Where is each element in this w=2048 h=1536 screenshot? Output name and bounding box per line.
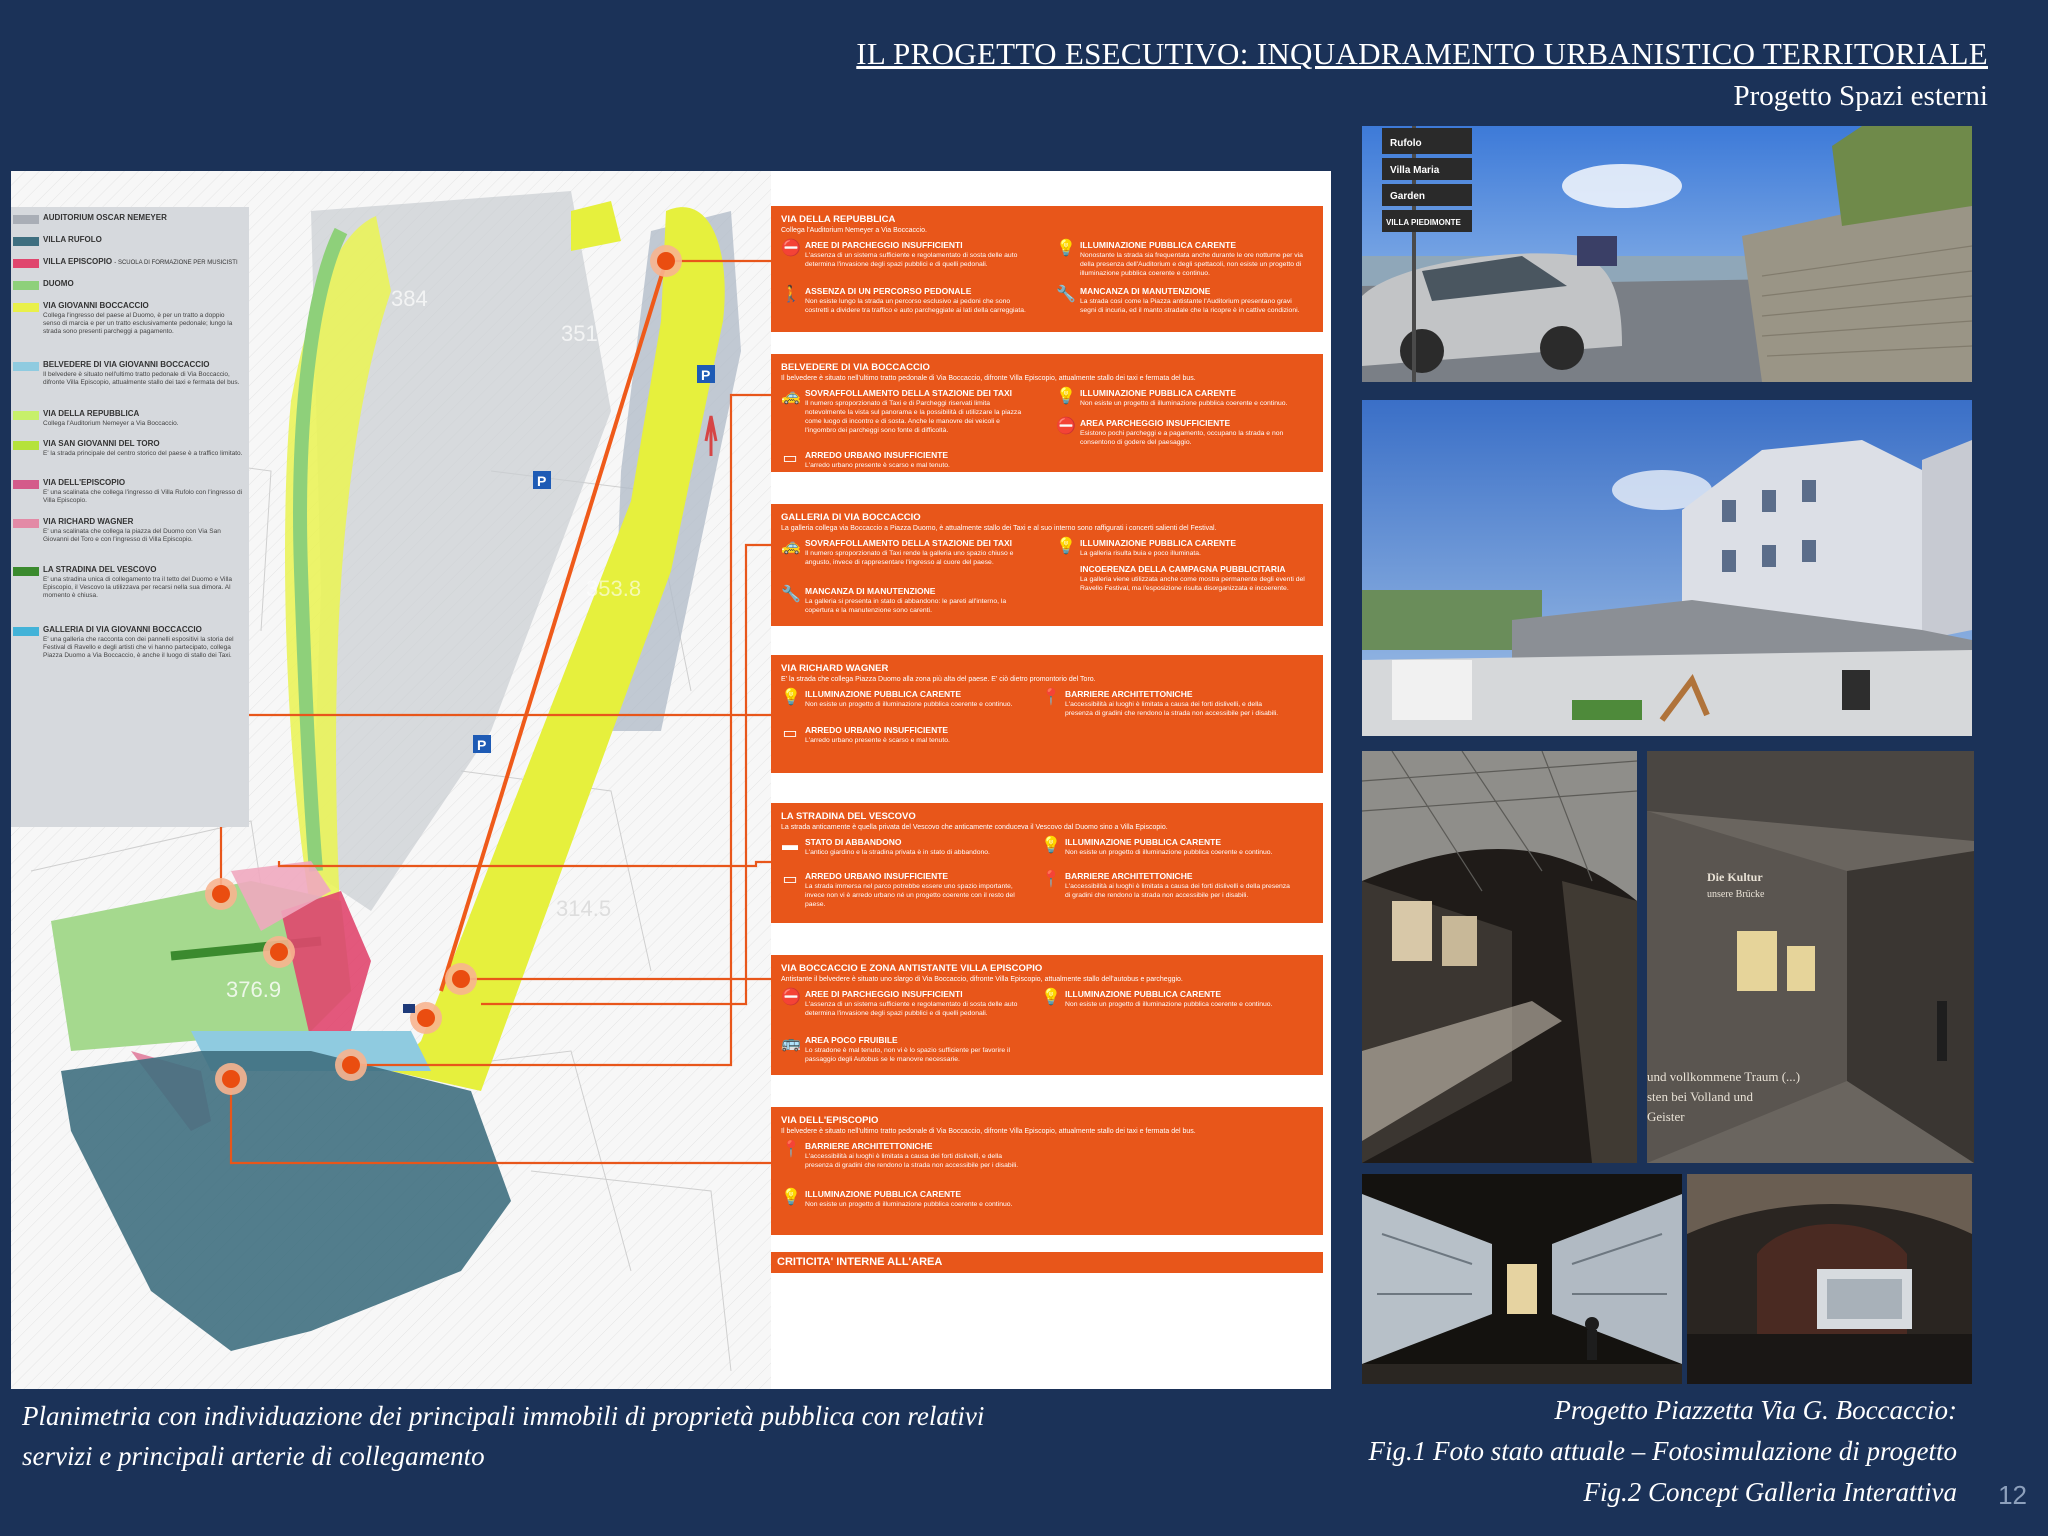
bench-icon: ▭: [782, 450, 798, 467]
svg-text:P: P: [701, 367, 711, 383]
gallery-concept-1: [1362, 751, 1637, 1163]
abandoned-icon: ▬: [782, 837, 798, 854]
location-pin-icon: 📍: [781, 1141, 801, 1158]
legend-swatch: [13, 215, 39, 224]
criticita-label: CRITICITA' INTERNE ALL'AREA: [771, 1252, 1323, 1273]
bus-stop-icon: [403, 1004, 415, 1013]
contour-label: 384: [391, 286, 428, 311]
street-lamp-icon: 💡: [781, 1189, 801, 1206]
street-lamp-icon: 💡: [1056, 388, 1076, 405]
legend-swatch: [13, 480, 39, 489]
bench-icon: ▭: [782, 725, 798, 742]
parking-marker: [697, 365, 715, 383]
sign-label: Villa Maria: [1390, 165, 1440, 176]
map-node: [205, 878, 237, 910]
contour-label: 376.9: [226, 977, 282, 1002]
location-pin-icon: 📍: [1041, 871, 1061, 888]
taxi-icon: 🚕: [781, 388, 801, 405]
legend-swatch: [13, 237, 39, 246]
street-lamp-icon: 💡: [1041, 989, 1061, 1006]
sign-label: Rufolo: [1390, 138, 1422, 149]
no-parking-icon: ⛔: [781, 989, 801, 1006]
issue-panel: VIA BOCCACCIO E ZONA ANTISTANTE VILLA EPISCOPIO Antistante il belvedere è situato uno slargo di Via Boccaccio, difronte Villa Episcopio, attualmente stallo dell'autobus e parcheggio. ⛔ AREE DI PARCHEGGIO INSUFFICIENTI L'assenza di un sistema sufficiente e regolamentato di sosta delle auto determina l'invasione degli spazi pubblici e di quelli pedonali. 🚌 AREA POCO FRUIBILE Lo stradone è mal tenuto, non vi è lo spazio sufficiente per favorire il passaggio degli Autobus se le manovre necessarie. 💡 ILLUMINAZIONE PUBBLICA CARENTE Non esiste un progetto di illuminazione pubblica coerente e continuo.: [771, 955, 1323, 1075]
issue-panel: VIA DELL'EPISCOPIO Il belvedere è situato nell'ultimo tratto pedonale di Via Boccaccio, difronte Villa Episcopio, attualmente stallo dei taxi e fermata del bus. 📍 BARRIERE ARCHITETTONICHE L'accessibilità ai luoghi è limitata a causa dei forti dislivelli, e della presenza di gradini che rendono la strada non accessibile per i disabili. 💡 ILLUMINAZIONE PUBBLICA CARENTE Non esiste un progetto di illuminazione pubblica coerente e continuo.: [771, 1107, 1323, 1235]
bench-icon: ▭: [782, 871, 798, 888]
map-node: [650, 245, 682, 277]
panel-text: unsere Brücke: [1707, 889, 1765, 900]
legend-swatch: [13, 362, 39, 371]
tools-icon: 🔧: [1056, 286, 1076, 303]
panel-text: Die Kultur: [1707, 870, 1763, 884]
issue-panel: GALLERIA DI VIA BOCCACCIO La galleria collega via Boccaccio a Piazza Duomo, è attualmente stallo dei Taxi e al suo interno sono raffigurati i concerti salienti del Festival. 🚕 SOVRAFFOLLAMENTO DELLA STAZIONE DEI TAXI Il numero sproporzionato di Taxi rende la galleria uno spazio chiuso e angusto, invece di rappresentare l'ingresso al cuore del paese. 🔧 MANCANZA DI MANUTENZIONE La galleria si presenta in stato di abbandono: le pareti all'interno, la copertura e la manutenzione sono carenti. 💡 ILLUMINAZIONE PUBBLICA CARENTE La galleria risulta buia e poco illuminata. INCOERENZA DELLA CAMPAGNA PUBBLICITARIA La galleria viene utilizzata anche come mostra permanente degli eventi del Ravello Festival, ma l'esposizione risulta disorganizzata e incoerente.: [771, 504, 1323, 626]
panel-text: sten bei Volland und: [1647, 1089, 1754, 1104]
svg-text:P: P: [477, 737, 487, 753]
taxi-icon: 🚕: [781, 538, 801, 555]
gallery-concept-2: [1647, 751, 1974, 1163]
legend-swatch: [13, 281, 39, 290]
no-parking-icon: ⛔: [781, 240, 801, 257]
legend-swatch: [13, 259, 39, 268]
legend-swatch: [13, 303, 39, 312]
contour-label: 353.8: [586, 576, 642, 601]
sign-label: Garden: [1390, 191, 1426, 202]
street-lamp-icon: 💡: [1041, 837, 1061, 854]
svg-text:P: P: [537, 473, 547, 489]
no-parking-icon: ⛔: [1056, 418, 1076, 435]
page-subtitle: Progetto Spazi esterni: [1733, 80, 1988, 112]
parking-marker: [533, 471, 551, 489]
caption-line: servizi e principali arterie di collegamento: [22, 1441, 485, 1471]
location-pin-icon: 📍: [1041, 689, 1061, 706]
caption-line: Planimetria con individuazione dei principali immobili di proprietà pubblica con relativi: [22, 1401, 985, 1431]
pedestrian-icon: 🚶: [781, 286, 801, 303]
contour-label: 351: [561, 321, 598, 346]
parking-marker: [473, 735, 491, 753]
legend-swatch: [13, 441, 39, 450]
page-title: IL PROGETTO ESECUTIVO: INQUADRAMENTO URBANISTICO TERRITORIALE: [856, 36, 1988, 71]
site-plan: [11, 171, 1331, 1389]
map-node: [263, 936, 295, 968]
legend-swatch: [13, 411, 39, 420]
street-lamp-icon: 💡: [781, 689, 801, 706]
page-number: 12: [1998, 1480, 2027, 1510]
photo-simulation: [1362, 400, 1972, 736]
caption-line: Fig.1 Foto stato attuale – Fotosimulazione di progetto: [1368, 1436, 1957, 1466]
panel-text: und vollkommene Traum (...): [1647, 1069, 1801, 1084]
gallery-concept-4: [1687, 1174, 1972, 1384]
issue-panel: VIA RICHARD WAGNER E' la strada che collega Piazza Duomo alla zona più alta del paese. E' ciò dietro promontorio del Toro. 💡 ILLUMINAZIONE PUBBLICA CARENTE Non esiste un progetto di illuminazione pubblica coerente e continuo. ▭ ARREDO URBANO INSUFFICIENTE L'arredo urbano presente è scarso e mal tenuto. 📍 BARRIERE ARCHITETTONICHE L'accessibilità ai luoghi è limitata a causa dei forti dislivelli, e della presenza di gradini che rendono la strada non accessibile per i disabili.: [771, 655, 1323, 773]
map-node: [445, 963, 477, 995]
photo-current-state: [1362, 126, 1972, 382]
billboard-icon: [1056, 564, 1074, 582]
tools-icon: 🔧: [781, 586, 801, 603]
map-caption: [22, 1396, 1062, 1476]
legend-swatch: [13, 519, 39, 528]
gallery-concept-3: [1362, 1174, 1682, 1384]
photo-caption: [1369, 1390, 1957, 1513]
street-lamp-icon: 💡: [1056, 240, 1076, 257]
legend-swatch: [13, 627, 39, 636]
bus-icon: 🚌: [781, 1035, 801, 1052]
caption-line: Fig.2 Concept Galleria Interattiva: [1583, 1477, 1957, 1507]
map-legend: AUDITORIUM OSCAR NEMEYER VILLA RUFOLO VILLA EPISCOPIO - SCUOLA DI FORMAZIONE PER MUSICISTI DUOMO VIA GIOVANNI BOCCACCIO Collega l'ingresso del paese al Duomo, è per un tratto a doppio senso di marcia e per un tratto esclusivamente pedonale; lungo la strada sono presenti parcheggi a pagamento. BELVEDERE DI VIA GIOVANNI BOCCACCIO Il belvedere è situato nell'ultimo tratto pedonale di Via Boccaccio, difronte Villa Episcopio, attualmente stallo dei taxi e fermata del bus. VIA DELLA REPUBBLICA Collega l'Auditorium Nemeyer a Via Boccaccio. VIA SAN GIOVANNI DEL TORO E' la strada principale del centro storico del paese è a traffico limitato. VIA DELL'EPISCOPIO E' una scalinata che collega l'ingresso di Villa Rufolo con l'ingresso di Villa Episcopio. VIA RICHARD WAGNER E' una scalinata che collega la piazza del Duomo con Via San Giovanni del Toro e con l'ingresso di Villa Episcopio. LA STRADINA DEL VESCOVO E' una stradina unica di collegamento tra il tetto del Duomo e Villa Episcopio, il Vescovo la utilizzava per recarsi nella sua dimora. Al momento è chiusa. GALLERIA DI VIA GIOVANNI BOCCACCIO E' una galleria che racconta con dei pannelli espositivi la storia del Festival di Ravello e degli artisti che vi hanno partecipato, collega Piazza Duomo a Via Boccaccio, è anche il luogo di stallo dei Taxi.: [11, 207, 249, 827]
map-node: [215, 1063, 247, 1095]
issue-panel: VIA DELLA REPUBBLICA Collega l'Auditorium Nemeyer a Via Boccaccio. ⛔ AREE DI PARCHEGGIO INSUFFICIENTI L'assenza di un sistema sufficiente e regolamentato di sosta delle auto determina l'invasione degli spazi pubblici e di quelli pedonali. 🚶 ASSENZA DI UN PERCORSO PEDONALE Non esiste lungo la strada un percorso esclusivo ai pedoni che sono costretti a dividere tra traffico e auto parcheggiate ai lati della carreggiata. 💡 ILLUMINAZIONE PUBBLICA CARENTE Nonostante la strada sia frequentata anche durante le ore notturne per via della presenza dell'Auditorium e degli spettacoli, non esiste un progetto di illuminazione pubblica coerente e continuo. 🔧 MANCANZA DI MANUTENZIONE La strada così come la Piazza antistante l'Auditorium presentano gravi segni di incuria, ed il manto stradale che la ricopre è in cattive condizioni.: [771, 206, 1323, 332]
legend-swatch: [13, 567, 39, 576]
sign-label: VILLA PIEDIMONTE: [1386, 218, 1461, 227]
panel-text: Geister: [1647, 1109, 1685, 1124]
caption-line: Progetto Piazzetta Via G. Boccaccio:: [1554, 1395, 1957, 1425]
issue-panel: BELVEDERE DI VIA BOCCACCIO Il belvedere è situato nell'ultimo tratto pedonale di Via Boccaccio, difronte Villa Episcopio, attualmente stallo dei taxi e fermata del bus. 🚕 SOVRAFFOLLAMENTO DELLA STAZIONE DEI TAXI Il numero sproporzionato di Taxi e di Parcheggi riservati limita notevolmente la vista sul panorama e la possibilità di utilizzare la piazza come luogo di incontro e di sosta. Anche le manovre dei veicoli e l'ingombro dei parcheggi sono fonte di difficoltà. ▭ ARREDO URBANO INSUFFICIENTE L'arredo urbano presente è scarso e mal tenuto. 💡 ILLUMINAZIONE PUBBLICA CARENTE Non esiste un progetto di illuminazione pubblica coerente e continuo. ⛔ AREA PARCHEGGIO INSUFFICIENTE Esistono pochi parcheggi e a pagamento, occupano la strada e non consentono di godere del paesaggio.: [771, 354, 1323, 472]
issue-panel: LA STRADINA DEL VESCOVO La strada anticamente è quella privata del Vescovo che anticamente conduceva il Vescovo dal Duomo sino a Villa Episcopio. ▬ STATO DI ABBANDONO L'antico giardino e la stradina privata è in stato di abbandono. ▭ ARREDO URBANO INSUFFICIENTE La strada immersa nel parco potrebbe essere uno spazio importante, invece non vi è arredo urbano né un progetto coerente con il resto del paese. 💡 ILLUMINAZIONE PUBBLICA CARENTE Non esiste un progetto di illuminazione pubblica coerente e continuo. 📍 BARRIERE ARCHITETTONICHE L'accessibilità ai luoghi è limitata a causa dei forti dislivelli e della presenza di gradini che rendono la strada non accessibile per i disabili.: [771, 803, 1323, 923]
contour-label: 314.5: [556, 896, 612, 921]
map-node: [335, 1049, 367, 1081]
street-lamp-icon: 💡: [1056, 538, 1076, 555]
